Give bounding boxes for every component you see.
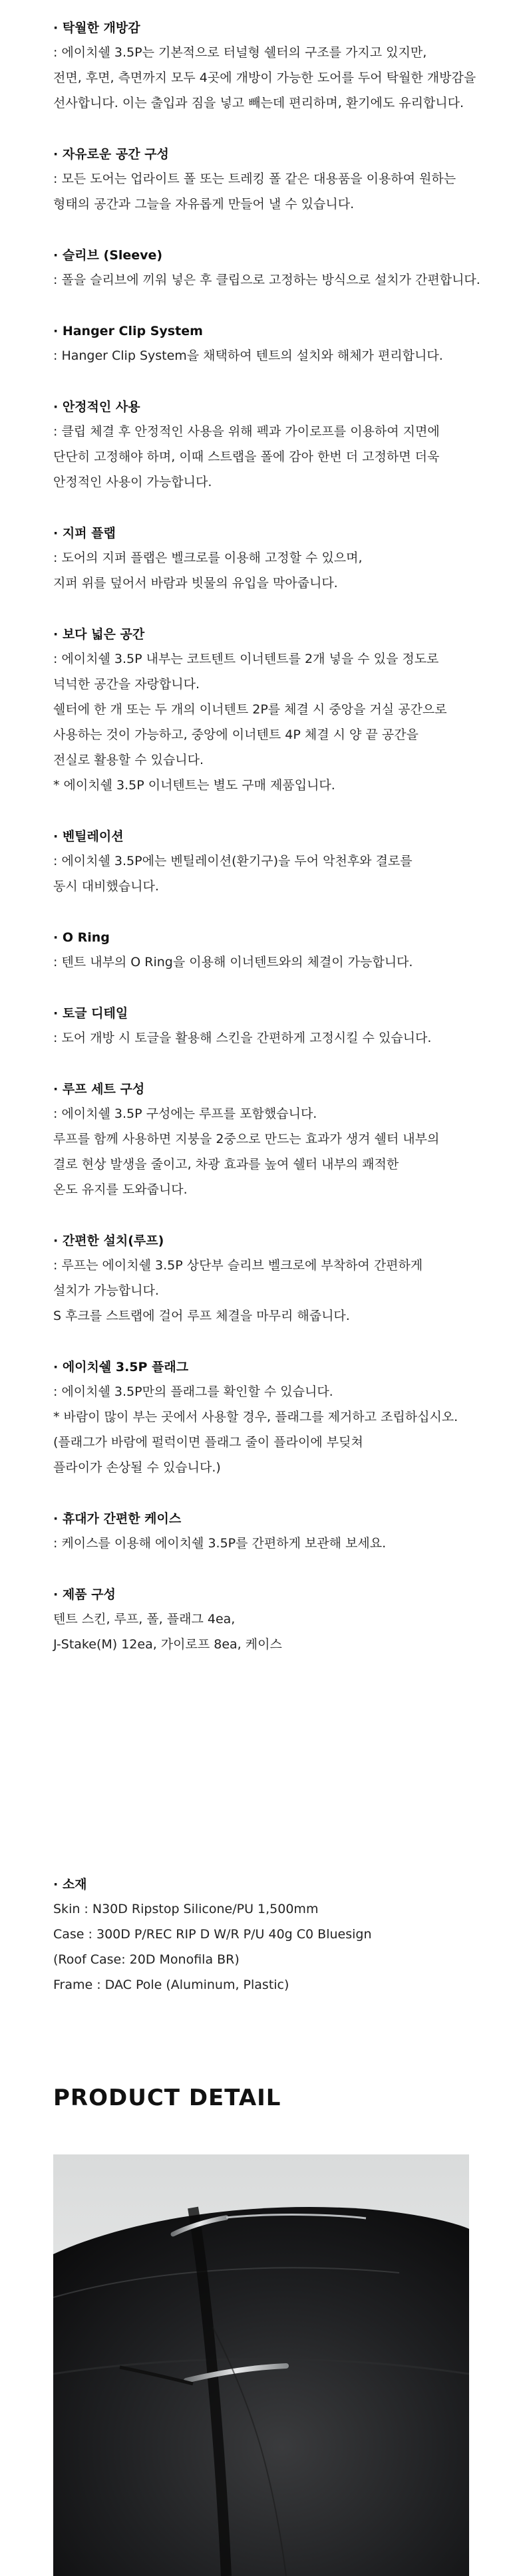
- feature-block: [53, 1231, 506, 1329]
- tent-roof-illustration: [53, 2154, 469, 2576]
- feature-block: [53, 1358, 506, 1480]
- feature-title: · 루프 세트 구성: [53, 1082, 145, 1096]
- material-line: (Roof Case: 20D Monofila BR): [53, 1952, 240, 1967]
- product-detail-title: PRODUCT DETAIL: [53, 2085, 281, 2111]
- feature-line: 안정적인 사용이 가능합니다.: [53, 475, 212, 489]
- feature-line: 지퍼 위를 덮어서 바람과 빗물의 유입을 막아줍니다.: [53, 576, 338, 590]
- feature-line: 넉넉한 공간을 자랑합니다.: [53, 677, 200, 692]
- material-line: Frame : DAC Pole (Aluminum, Plastic): [53, 1978, 289, 1992]
- feature-title: · 슬리브 (Sleeve): [53, 248, 163, 263]
- feature-block: [53, 928, 506, 975]
- feature-line: (플래그가 바람에 펄럭이면 플래그 줄이 플라이에 부딪쳐: [53, 1435, 363, 1450]
- feature-title: · 자유로운 공간 구성: [53, 147, 169, 162]
- feature-title: · O Ring: [53, 930, 110, 945]
- feature-line: 단단히 고정해야 하며, 이때 스트랩을 폴에 감아 한번 더 고정하면 더욱: [53, 450, 440, 464]
- feature-line: S 후크를 스트랩에 걸어 루프 체결을 마무리 해줍니다.: [53, 1309, 350, 1323]
- product-detail-photo: [53, 2154, 469, 2576]
- feature-block: [53, 524, 506, 596]
- feature-block: [53, 246, 506, 293]
- feature-line: : 도어 개방 시 토글을 활용해 스킨을 간편하게 고정시킬 수 있습니다.: [53, 1031, 432, 1045]
- feature-title: · 안정적인 사용: [53, 400, 140, 414]
- feature-line: : 클립 체결 후 안정적인 사용을 위해 펙과 가이로프를 이용하여 지면에: [53, 424, 440, 439]
- material-line: Skin : N30D Ripstop Silicone/PU 1,500mm: [53, 1902, 319, 1916]
- feature-line: 형태의 공간과 그늘을 자유롭게 만들어 낼 수 있습니다.: [53, 197, 355, 211]
- feature-title: · 에이치쉘 3.5P 플래그: [53, 1360, 189, 1374]
- feature-title: · 벤틸레이션: [53, 829, 124, 844]
- feature-line: : Hanger Clip System을 채택하여 텐트의 설치와 해체가 편리합니다.: [53, 348, 443, 363]
- feature-block: [53, 1509, 506, 1556]
- feature-title: · Hanger Clip System: [53, 324, 203, 338]
- feature-block: [53, 145, 506, 217]
- feature-title: · 보다 넓은 공간: [53, 627, 145, 642]
- feature-line: 사용하는 것이 가능하고, 중앙에 이너텐트 4P 체결 시 양 끝 공간을: [53, 727, 419, 742]
- feature-line: : 모든 도어는 업라이트 폴 또는 트레킹 폴 같은 대용품을 이용하여 원하는: [53, 172, 456, 186]
- feature-list: [53, 19, 506, 1657]
- feature-title: · 토글 디테일: [53, 1006, 128, 1021]
- feature-block: [53, 827, 506, 899]
- feature-title: · 지퍼 플랩: [53, 526, 116, 541]
- feature-block: [53, 1585, 506, 1657]
- feature-title: · 제품 구성: [53, 1587, 116, 1602]
- feature-title: · 휴대가 간편한 케이스: [53, 1511, 182, 1526]
- feature-title: · 탁월한 개방감: [53, 21, 140, 35]
- feature-line: 루프를 함께 사용하면 지붕을 2중으로 만드는 효과가 생겨 쉘터 내부의: [53, 1132, 440, 1146]
- feature-line: : 케이스를 이용해 에이치쉘 3.5P를 간편하게 보관해 보세요.: [53, 1536, 387, 1551]
- feature-line: 동시 대비했습니다.: [53, 879, 159, 894]
- feature-line: 설치가 가능합니다.: [53, 1283, 159, 1298]
- feature-block: [53, 1080, 506, 1202]
- material-line: Case : 300D P/REC RIP D W/R P/U 40g C0 Bluesign: [53, 1927, 372, 1942]
- feature-block: [53, 1004, 506, 1051]
- feature-line: * 에이치쉘 3.5P 이너텐트는 별도 구매 제품입니다.: [53, 778, 335, 793]
- feature-block: [53, 322, 506, 368]
- feature-line: 온도 유지를 도와줍니다.: [53, 1182, 188, 1197]
- feature-line: : 에이치쉘 3.5P는 기본적으로 터널형 쉘터의 구조를 가지고 있지만,: [53, 45, 427, 60]
- feature-line: : 에이치쉘 3.5P에는 벤틸레이션(환기구)을 두어 악천후와 결로를: [53, 854, 413, 868]
- feature-line: J-Stake(M) 12ea, 가이로프 8ea, 케이스: [53, 1637, 282, 1652]
- material-section: [53, 1875, 506, 1997]
- feature-line: * 바람이 많이 부는 곳에서 사용할 경우, 플래그를 제거하고 조립하십시오.: [53, 1410, 458, 1424]
- feature-line: : 에이치쉘 3.5P만의 플래그를 확인할 수 있습니다.: [53, 1384, 333, 1399]
- feature-line: 텐트 스킨, 루프, 폴, 플래그 4ea,: [53, 1612, 236, 1626]
- material-title: · 소재: [53, 1877, 87, 1892]
- feature-line: : 에이치쉘 3.5P 내부는 코트텐트 이너텐트를 2개 넣을 수 있을 정도로: [53, 652, 439, 666]
- feature-line: : 도어의 지퍼 플랩은 벨크로를 이용해 고정할 수 있으며,: [53, 551, 363, 565]
- feature-title: · 간편한 설치(루프): [53, 1233, 164, 1248]
- feature-line: : 텐트 내부의 O Ring을 이용해 이너텐트와의 체결이 가능합니다.: [53, 955, 413, 969]
- feature-line: 선사합니다. 이는 출입과 짐을 넣고 빼는데 편리하며, 환기에도 유리합니다.: [53, 96, 464, 110]
- feature-line: 전실로 활용할 수 있습니다.: [53, 753, 204, 767]
- feature-line: : 루프는 에이치쉘 3.5P 상단부 슬리브 벨크로에 부착하여 간편하게: [53, 1258, 423, 1273]
- feature-block: [53, 625, 506, 798]
- feature-line: 쉘터에 한 개 또는 두 개의 이너텐트 2P를 체결 시 중앙을 거실 공간으로: [53, 702, 447, 717]
- feature-line: : 에이치쉘 3.5P 구성에는 루프를 포함했습니다.: [53, 1106, 317, 1121]
- feature-line: 플라이가 손상될 수 있습니다.): [53, 1460, 221, 1475]
- feature-line: 전면, 후면, 측면까지 모두 4곳에 개방이 가능한 도어를 두어 탁월한 개방감을: [53, 70, 476, 85]
- feature-block: [53, 19, 506, 116]
- feature-line: 결로 현상 발생을 줄이고, 차광 효과를 높여 쉘터 내부의 쾌적한: [53, 1157, 399, 1172]
- feature-block: [53, 398, 506, 495]
- feature-line: : 폴을 슬리브에 끼워 넣은 후 클립으로 고정하는 방식으로 설치가 간편합니다.: [53, 273, 480, 287]
